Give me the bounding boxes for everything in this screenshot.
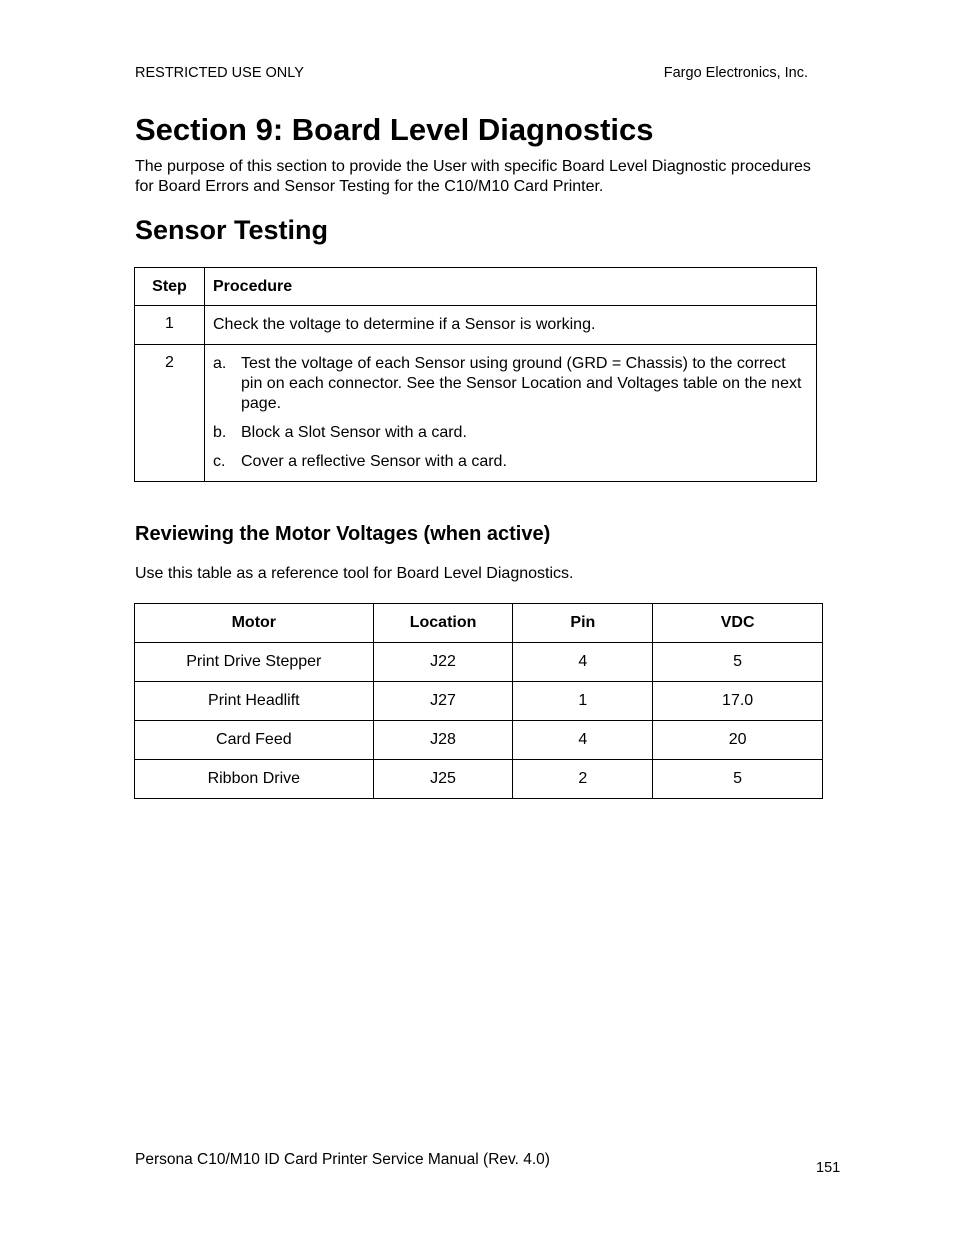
list-item: [213, 423, 808, 443]
motor-name: Card Feed: [135, 721, 374, 760]
footer-manual-title: Persona C10/M10 ID Card Printer Service Manual (Rev. 4.0): [135, 1151, 550, 1168]
table-row: [135, 760, 823, 799]
list-text: Block a Slot Sensor with a card.: [241, 424, 467, 441]
table-header-row: [135, 268, 817, 306]
motor-location: J25: [373, 760, 513, 799]
step-number: 2: [135, 345, 205, 482]
motor-vdc: 5: [653, 760, 823, 799]
motor-location: J28: [373, 721, 513, 760]
motor-vdc: 5: [653, 643, 823, 682]
motor-vdc: 20: [653, 721, 823, 760]
motor-voltages-title: Reviewing the Motor Voltages (when active): [135, 523, 551, 545]
motor-pin: 4: [513, 643, 653, 682]
table-row: [135, 345, 817, 482]
list-letter: b.: [213, 424, 227, 441]
step-number: 1: [135, 306, 205, 345]
column-header-pin: Pin: [513, 604, 653, 643]
motor-pin: 1: [513, 682, 653, 721]
header-restricted-label: RESTRICTED USE ONLY: [135, 65, 304, 81]
procedure-text: Check the voltage to determine if a Sensor is working.: [205, 306, 817, 345]
motor-vdc: 17.0: [653, 682, 823, 721]
motor-pin: 2: [513, 760, 653, 799]
sensor-testing-title: Sensor Testing: [135, 215, 329, 245]
motor-name: Print Drive Stepper: [135, 643, 374, 682]
table-row: [135, 643, 823, 682]
header-company-name: Fargo Electronics, Inc.: [663, 65, 808, 81]
motor-pin: 4: [513, 721, 653, 760]
table-row: [135, 306, 817, 345]
list-item: [213, 452, 808, 472]
sensor-testing-table: [134, 267, 817, 482]
list-text: Cover a reflective Sensor with a card.: [241, 453, 507, 470]
table-header-row: [135, 604, 823, 643]
motor-location: J22: [373, 643, 513, 682]
list-item: [213, 354, 808, 414]
table-row: [135, 721, 823, 760]
motor-voltages-intro: Use this table as a reference tool for Board Level Diagnostics.: [135, 565, 574, 582]
procedure-list: [205, 345, 817, 482]
list-letter: c.: [213, 453, 226, 470]
list-letter: a.: [213, 355, 227, 372]
column-header-motor: Motor: [135, 604, 374, 643]
column-header-procedure: Procedure: [205, 268, 817, 306]
column-header-location: Location: [373, 604, 513, 643]
motor-location: J27: [373, 682, 513, 721]
page-number: 151: [816, 1160, 841, 1176]
list-text: Test the voltage of each Sensor using ground (GRD = Chassis) to the correct pin on each connector. See the Sensor Location and Voltages table on the next page.: [241, 355, 802, 412]
column-header-vdc: VDC: [653, 604, 823, 643]
section-title: Section 9: Board Level Diagnostics: [135, 112, 654, 147]
column-header-step: Step: [135, 268, 205, 306]
motor-name: Print Headlift: [135, 682, 374, 721]
motor-name: Ribbon Drive: [135, 760, 374, 799]
table-row: [135, 682, 823, 721]
section-intro: The purpose of this section to provide the User with specific Board Level Diagnostic procedures for Board Errors and Sensor Testing for the C10/M10 Card Printer.: [135, 158, 811, 195]
motor-voltages-table: [134, 603, 823, 799]
